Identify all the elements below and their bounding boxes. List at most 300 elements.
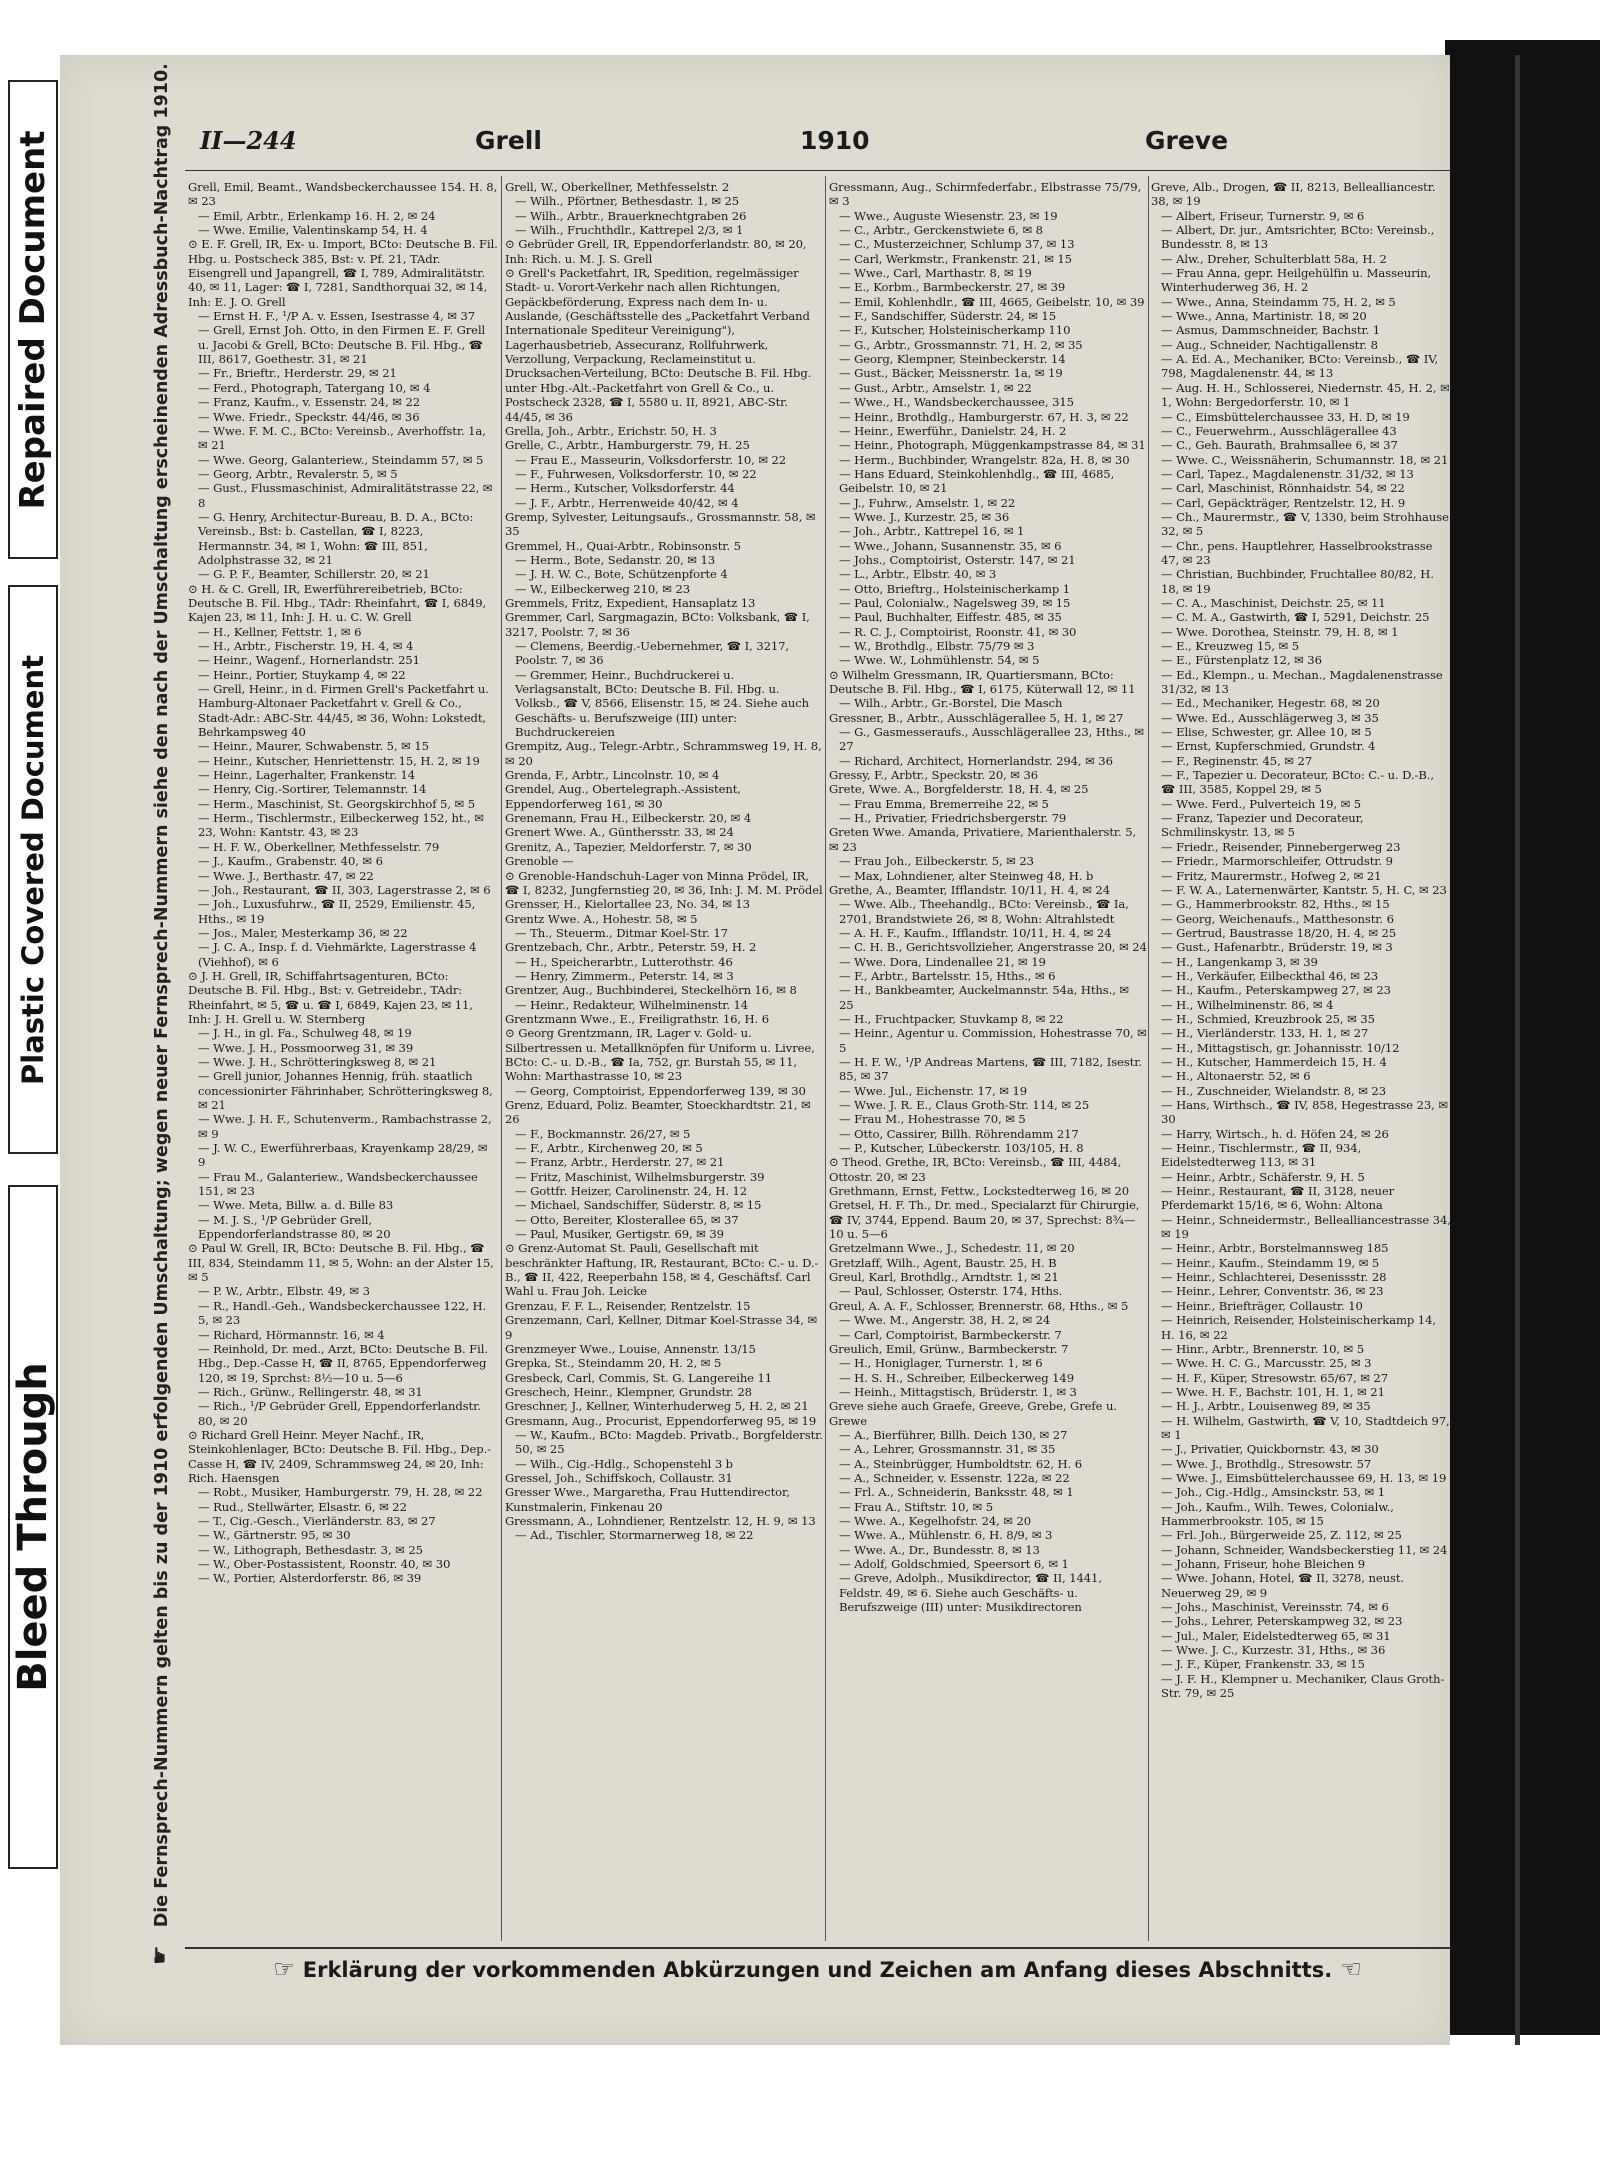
directory-entry: Gressner, B., Arbtr., Ausschlägerallee 5, H. 1, ✉ 27 — [829, 710, 1124, 725]
directory-entry: — Frau A., Stiftstr. 10, ✉ 5 — [839, 1499, 993, 1514]
directory-entry: — Wwe. M., Angerstr. 38, H. 2, ✉ 24 — [839, 1313, 1051, 1328]
directory-entry: — F., Fuhrwesen, Volksdorferstr. 10, ✉ 22 — [515, 466, 757, 481]
directory-entry: — Heinr., Arbtr., Borstelmannsweg 185 — [1161, 1241, 1389, 1256]
directory-entry: — H., Zuschneider, Wielandstr. 8, ✉ 23 — [1161, 1083, 1386, 1098]
directory-entry: — W., Eilbeckerweg 210, ✉ 23 — [515, 581, 691, 596]
page-header — [200, 122, 1450, 162]
directory-entry: Grella, Joh., Arbtr., Erichstr. 50, H. 3 — [505, 423, 717, 438]
directory-entry: — J., Kaufm., Grabenstr. 40, ✉ 6 — [198, 854, 383, 869]
directory-entry: — Frau M., Galanteriew., Wandsbeckerchaussee 151, ✉ 23 — [198, 1169, 478, 1199]
directory-entry: — Heinr., Portier, Stuykamp 4, ✉ 22 — [198, 667, 406, 682]
directory-entry: — H., Fruchtpacker, Stuvkamp 8, ✉ 22 — [839, 1011, 1064, 1026]
directory-entry: — Wwe. Georg, Galanteriew., Steindamm 57, ✉ 5 — [198, 452, 484, 467]
directory-entry: — W., Brothdlg., Elbstr. 75/79 ✉ 3 — [839, 639, 1035, 653]
directory-entry: — P., Kutscher, Lübeckerstr. 103/105, H. 8 — [839, 1141, 1084, 1156]
directory-entry: — G., Gasmesseraufs., Ausschlägerallee 23, Hths., ✉ 27 — [839, 725, 1144, 754]
directory-entry: Grethmann, Ernst, Fettw., Lockstedterweg 16, ✉ 20 — [829, 1184, 1130, 1199]
directory-entry: — Joh., Arbtr., Kattrepel 16, ✉ 1 — [839, 524, 1025, 539]
directory-entry: — Frau E., Masseurin, Volksdorferstr. 10, ✉ 22 — [515, 452, 787, 467]
directory-entry: — Ernst H. F., ¹/P A. v. Essen, Isestrasse 4, ✉ 37 — [198, 309, 476, 324]
directory-entry: — Wwe. A., Kegelhofstr. 24, ✉ 20 — [839, 1513, 1032, 1528]
directory-entry: — Georg, Weichenaufs., Matthesonstr. 6 — [1161, 911, 1394, 926]
directory-entry: — G., Hammerbrookstr. 82, Hths., ✉ 15 — [1161, 897, 1390, 912]
directory-entry: — Joh., Restaurant, ☎ II, 303, Lagerstrasse 2, ✉ 6 — [198, 882, 491, 897]
directory-column-2 — [505, 180, 823, 1945]
directory-entry: — Frau Emma, Bremerreihe 22, ✉ 5 — [839, 796, 1049, 811]
directory-entry: — H., Honiglager, Turnerstr. 1, ✉ 6 — [839, 1356, 1043, 1371]
directory-entry: — Gust., Hafenarbtr., Brüderstr. 19, ✉ 3 — [1161, 940, 1393, 955]
directory-entry: — Wilh., Arbtr., Brauerknechtgraben 26 — [515, 208, 747, 223]
directory-entry: ⊙ Wilhelm Gressmann, IR, Quartiersmann, BCto: Deutsche B. Fil. Hbg., ☎ I, 6175, Küterwall 12, ✉ 11 — [829, 667, 1136, 697]
directory-entry: — Rich., Grünw., Rellingerstr. 48, ✉ 31 — [198, 1384, 423, 1399]
directory-entry: — Georg, Klempner, Steinbeckerstr. 14 — [839, 352, 1066, 367]
directory-entry: Grenoble — — [505, 854, 574, 869]
directory-entry: — Robt., Musiker, Hamburgerstr. 79, H. 28, ✉ 22 — [198, 1485, 483, 1500]
directory-entry: — J. C. A., Insp. f. d. Viehmärkte, Lagerstrasse 4 (Viehhof), ✉ 6 — [198, 940, 477, 969]
directory-entry: — Wwe. Alb., Theehandlg., BCto: Vereinsb., ☎ Ia, 2701, Brandstwiete 26, ✉ 8, Wohn: Altrahlstedt — [839, 897, 1129, 926]
directory-entry: — Carl, Werkmstr., Frankenstr. 21, ✉ 15 — [839, 251, 1072, 266]
directory-entry: — Wwe. J., Brothdlg., Stresowstr. 57 — [1161, 1456, 1372, 1471]
directory-entry: Greten Wwe. Amanda, Privatiere, Marienthalerstr. 5, ✉ 23 — [829, 825, 1137, 854]
directory-entry: — Ad., Tischler, Stormarnerweg 18, ✉ 22 — [515, 1528, 754, 1543]
header-last-word: Greve — [1145, 126, 1229, 155]
directory-entry: — Franz, Arbtr., Herderstr. 27, ✉ 21 — [515, 1155, 725, 1170]
directory-column-1 — [188, 180, 498, 1945]
directory-entry: — Frau Anna, gepr. Heilgehülfin u. Masseurin, Winterhuderweg 36, H. 2 — [1161, 266, 1432, 295]
directory-entry: Greve siehe auch Graefe, Greeve, Grebe, Grefe u. Grewe — [829, 1399, 1117, 1428]
directory-entry: — J. F., Küper, Frankenstr. 33, ✉ 15 — [1161, 1657, 1365, 1672]
directory-entry: ⊙ Georg Grentzmann, IR, Lager v. Gold- u. Silbertressen u. Metallknöpfen für Uniform u. Livree, BCto: C.- u. D.-B., ☎ Ia, 752, gr. Burstah 55, ✉ 11, Wohn: Marthastrasse 10, ✉ 23 — [505, 1026, 815, 1084]
directory-entry: — P. W., Arbtr., Elbstr. 49, ✉ 3 — [198, 1284, 370, 1299]
directory-entry: Gresbeck, Carl, Commis, St. G. Langereihe 11 — [505, 1370, 773, 1385]
directory-entry: — Grell junior, Johannes Hennig, früh. staatlich concessionirter Fährinhaber, Schrötteringksweg 8, ✉ 21 — [198, 1069, 493, 1112]
directory-entry: — H., Wilhelminenstr. 86, ✉ 4 — [1161, 997, 1334, 1012]
directory-entry: Grell, Emil, Beamt., Wandsbeckerchaussee 154. H. 8, ✉ 23 — [188, 180, 498, 209]
directory-entry: — Heinr., Restaurant, ☎ II, 3128, neuer Pferdemarkt 15/16, ✉ 6, Wohn: Altona — [1161, 1184, 1395, 1213]
directory-entry: — Asmus, Dammschneider, Bachstr. 1 — [1161, 323, 1381, 338]
page-number: II—244 — [200, 126, 297, 155]
directory-entry: — Herm., Tischlermstr., Eilbeckerweg 152, ht., ✉ 23, Wohn: Kantstr. 43, ✉ 23 — [198, 811, 484, 840]
directory-entry: — A., Bierführer, Billh. Deich 130, ✉ 27 — [839, 1427, 1068, 1442]
directory-entry: — Otto, Bereiter, Klosterallee 65, ✉ 37 — [515, 1212, 739, 1227]
directory-entry: ⊙ Theod. Grethe, IR, BCto: Vereinsb., ☎ III, 4484, Ottostr. 20, ✉ 23 — [829, 1155, 1122, 1184]
directory-entry: — H. F. W., ¹/P Andreas Martens, ☎ III, 7182, Isestr. 85, ✉ 37 — [839, 1054, 1142, 1084]
directory-entry: — Harry, Wirtsch., h. d. Höfen 24, ✉ 26 — [1161, 1126, 1389, 1141]
directory-entry: Gretzelmann Wwe., J., Schedestr. 11, ✉ 20 — [829, 1241, 1075, 1256]
directory-entry: — Wwe. Dora, Lindenallee 21, ✉ 19 — [839, 954, 1046, 969]
directory-entry: — Herm., Kutscher, Volksdorferstr. 44 — [515, 481, 735, 496]
directory-entry: Greschner, J., Kellner, Winterhuderweg 5, H. 2, ✉ 21 — [505, 1399, 809, 1414]
directory-entry: — Michael, Sandschiffer, Süderstr. 8, ✉ 15 — [515, 1198, 762, 1213]
directory-entry: — W., Portier, Alsterdorferstr. 86, ✉ 39 — [198, 1571, 422, 1586]
directory-entry: Grentzmann Wwe., E., Freiligrathstr. 16, H. 6 — [505, 1011, 770, 1026]
directory-entry: — C. A., Maschinist, Deichstr. 25, ✉ 11 — [1161, 595, 1386, 610]
directory-entry: ⊙ H. & C. Grell, IR, Ewerführereibetrieb, BCto: Deutsche B. Fil. Hbg., TAdr: Rheinfahrt, ☎ I, 6849, Kajen 23, ✉ 11, Inh: J. H. u. C. W. Grell — [188, 581, 487, 625]
directory-entry: — Heinr., Wagenf., Hornerlandstr. 251 — [198, 653, 420, 668]
directory-entry: — Paul, Buchhalter, Eiffestr. 485, ✉ 35 — [839, 610, 1062, 625]
directory-entry: — Johann, Schneider, Wandsbeckerstieg 11, ✉ 24 — [1161, 1542, 1448, 1557]
directory-entry: — Wwe. J., Kurzestr. 25, ✉ 36 — [839, 509, 1010, 524]
directory-entry: — Fr., Brieftr., Herderstr. 29, ✉ 21 — [198, 366, 397, 381]
directory-entry: — Wwe. H. C. G., Marcusstr. 25, ✉ 3 — [1161, 1356, 1372, 1371]
directory-entry: — A., Schneider, v. Essenstr. 122a, ✉ 22 — [839, 1470, 1070, 1485]
directory-entry: — Albert, Dr. jur., Amtsrichter, BCto: Vereinsb., Bundesstr. 8, ✉ 13 — [1161, 223, 1435, 252]
directory-entry: — E., Kreuzweg 15, ✉ 5 — [1161, 639, 1300, 653]
directory-entry: — Herm., Buchbinder, Wrangelstr. 82a, H. 8, ✉ 30 — [839, 452, 1130, 467]
directory-entry: — G. P. F., Beamter, Schillerstr. 20, ✉ 21 — [198, 567, 430, 582]
directory-entry: — Wwe. Jul., Eichenstr. 17, ✉ 19 — [839, 1083, 1028, 1098]
directory-entry: — Otto, Brieftrg., Holsteinischerkamp 1 — [839, 581, 1071, 596]
directory-entry: — Christian, Buchbinder, Fruchtallee 80/82, H. 18, ✉ 19 — [1161, 567, 1434, 596]
directory-entry: Greschech, Heinr., Klempner, Grundstr. 28 — [505, 1384, 752, 1399]
directory-entry: — Frl. A., Schneiderin, Banksstr. 48, ✉ 1 — [839, 1485, 1074, 1500]
header-rule — [185, 170, 1450, 171]
directory-entry: — G. Henry, Architectur-Bureau, B. D. A., BCto: Vereinsb., Bst: b. Castellan, ☎ I, 8223, Hermannstr. 34, ✉ 1, Wohn: ☎ III, 851, Adolphstrasse 32, ✉ 21 — [198, 509, 474, 567]
directory-entry: — Jos., Maler, Mesterkamp 36, ✉ 22 — [198, 925, 408, 940]
directory-entry: — A. H. F., Kaufm., Ifflandstr. 10/11, H. 4, ✉ 24 — [839, 925, 1112, 940]
directory-entry: — Heinr., Briefträger, Collaustr. 10 — [1161, 1298, 1363, 1313]
directory-entry: — Gust., Bäcker, Meissnerstr. 1a, ✉ 19 — [839, 366, 1063, 381]
directory-entry: Grenzmeyer Wwe., Louise, Annenstr. 13/15 — [505, 1341, 756, 1356]
directory-entry: Grempitz, Aug., Telegr.-Arbtr., Schrammsweg 19, H. 8, ✉ 20 — [505, 739, 822, 768]
directory-entry: — Ernst, Kupferschmied, Grundstr. 4 — [1161, 739, 1376, 754]
directory-entry: — C., Musterzeichner, Schlump 37, ✉ 13 — [839, 237, 1075, 252]
directory-entry: — Heinr., Redakteur, Wilhelminenstr. 14 — [515, 997, 749, 1012]
directory-entry: Grensser, H., Kielortallee 23, No. 34, ✉ 13 — [505, 897, 750, 912]
directory-entry: — Wwe. Emilie, Valentinskamp 54, H. 4 — [198, 223, 428, 238]
directory-entry: — T., Cig.-Gesch., Vierländerstr. 83, ✉ 27 — [198, 1513, 436, 1528]
directory-entry: — Carl, Maschinist, Rönnhaidstr. 54, ✉ 22 — [1161, 481, 1405, 496]
directory-entry: — L., Arbtr., Elbstr. 40, ✉ 3 — [839, 567, 997, 582]
directory-entry: — Heinr., Maurer, Schwabenstr. 5, ✉ 15 — [198, 739, 429, 754]
directory-entry: ⊙ Paul W. Grell, IR, BCto: Deutsche B. Fil. Hbg., ☎ III, 834, Steindamm 11, ✉ 5, Wohn: an der Alster 15, ✉ 5 — [188, 1241, 494, 1285]
directory-entry: — Johann, Friseur, hohe Bleichen 9 — [1161, 1557, 1366, 1571]
directory-entry: — H. J., Arbtr., Louisenweg 89, ✉ 35 — [1161, 1399, 1371, 1414]
directory-entry: — Richard, Architect, Hornerlandstr. 294, ✉ 36 — [839, 753, 1113, 768]
directory-entry: — J. W. C., Ewerführerbaas, Krayenkamp 28/29, ✉ 9 — [198, 1141, 488, 1170]
directory-entry: — Grell, Ernst Joh. Otto, in den Firmen E. F. Grell u. Jacobi & Grell, BCto: Deutsche B. Fil. Hbg., ☎ III, 8617, Goethestr. 31, ✉ 21 — [198, 323, 486, 367]
directory-entry: — Wwe. F. M. C., BCto: Vereinsb., Averhoffstr. 1a, ✉ 21 — [198, 423, 486, 453]
directory-entry: — Grell, Heinr., in d. Firmen Grell's Packetfahrt u. Hamburg-Altonaer Packetfahrt v. Grell & Co., Stadt-Adr.: ABC-Str. 44/45, ✉ 36, Wohn: Lokstedt, Behrkampsweg 40 — [198, 682, 489, 740]
directory-entry: — M. J. S., ¹/P Gebrüder Grell, Eppendorferlandstrasse 80, ✉ 20 — [198, 1212, 391, 1242]
directory-entry: — F., Kutscher, Holsteinischerkamp 110 — [839, 323, 1071, 338]
directory-entry: — Paul, Schlosser, Osterstr. 174, Hths. — [839, 1284, 1063, 1299]
directory-entry: Grendel, Aug., Obertelegraph.-Assistent, Eppendorferweg 161, ✉ 30 — [505, 782, 741, 811]
directory-entry: — Clemens, Beerdig.-Uebernehmer, ☎ I, 3217, Poolstr. 7, ✉ 36 — [515, 639, 790, 668]
directory-entry: — J. H. W. C., Bote, Schützenpforte 4 — [515, 567, 728, 582]
directory-entry: — Heinr., Tischlermstr., ☎ II, 934, Eidelstedterweg 113, ✉ 31 — [1161, 1141, 1362, 1170]
directory-entry: Greve, Alb., Drogen, ☎ II, 8213, Bellealliancestr. 38, ✉ 19 — [1151, 180, 1436, 209]
directory-entry: — H. F. W., Oberkellner, Methfesselstr. 79 — [198, 839, 440, 854]
directory-entry: — Carl, Comptoirist, Barmbeckerstr. 7 — [839, 1327, 1062, 1342]
directory-entry: — Max, Lohndiener, alter Steinweg 48, H. b — [839, 868, 1094, 883]
directory-entry: — A., Lehrer, Grossmannstr. 31, ✉ 35 — [839, 1442, 1056, 1457]
directory-entry: — Fritz, Maschinist, Wilhelmsburgerstr. 39 — [515, 1169, 765, 1184]
directory-entry: — C., Arbtr., Gerckenstwiete 6, ✉ 8 — [839, 223, 1043, 238]
pointing-hand-left-icon: ☜ — [1340, 1955, 1362, 1983]
directory-column-3 — [829, 180, 1147, 1945]
directory-entry: — Rud., Stellwärter, Elsastr. 6, ✉ 22 — [198, 1499, 407, 1514]
directory-entry: — Elise, Schwester, gr. Allee 10, ✉ 5 — [1161, 725, 1372, 740]
directory-entry: ⊙ Richard Grell Heinr. Meyer Nachf., IR, Steinkohlenlager, BCto: Deutsche B. Fil. Hbg., Dep.-Casse H, ☎ IV, 2409, Schrammsweg 24, ✉ 20, Inh: Rich. Haensgen — [188, 1427, 491, 1485]
directory-entry: — Wwe., Anna, Steindamm 75, H. 2, ✉ 5 — [1161, 294, 1396, 309]
directory-entry: — Gottfr. Heizer, Carolinenstr. 24, H. 12 — [515, 1184, 748, 1199]
directory-entry: — Gust., Flussmaschinist, Admiralitätstrasse 22, ✉ 8 — [198, 481, 493, 510]
directory-entry: — H. S. H., Schreiber, Eilbeckerweg 149 — [839, 1370, 1074, 1385]
directory-entry: — J. F. H., Klempner u. Mechaniker, Claus Groth-Str. 79, ✉ 25 — [1161, 1671, 1445, 1701]
pointing-hand-right-icon: ☞ — [273, 1955, 295, 1983]
header-first-word: Grell — [475, 126, 542, 155]
directory-entry: — C., Eimsbüttelerchaussee 33, H. D, ✉ 19 — [1161, 409, 1410, 424]
directory-entry: — Reinhold, Dr. med., Arzt, BCto: Deutsche B. Fil. Hbg., Dep.-Casse H, ☎ II, 8765, Eppendorferweg 120, ✉ 19, Sprchst: 8½—10 u. 5—6 — [198, 1341, 488, 1385]
directory-entry: Grenert Wwe. A., Günthersstr. 33, ✉ 24 — [505, 825, 734, 840]
directory-entry: — H., Vierländerstr. 133, H. 1, ✉ 27 — [1161, 1026, 1369, 1041]
directory-entry: — F., Arbtr., Kirchenweg 20, ✉ 5 — [515, 1141, 703, 1156]
directory-entry: — Heinr., Lagerhalter, Frankenstr. 14 — [198, 768, 416, 783]
directory-entry: — F., Tapezier u. Decorateur, BCto: C.- u. D.-B., ☎ III, 3585, Koppel 29, ✉ 5 — [1161, 768, 1434, 797]
directory-entry: — Heinr., Lehrer, Conventstr. 36, ✉ 23 — [1161, 1284, 1384, 1299]
directory-entry: — H., Langenkamp 3, ✉ 39 — [1161, 954, 1318, 969]
directory-entry: — Jul., Maler, Eidelstedterweg 65, ✉ 31 — [1161, 1628, 1391, 1643]
directory-entry: Greul, A. A. F., Schlosser, Brennerstr. 68, Hths., ✉ 5 — [829, 1298, 1129, 1313]
directory-entry: — Paul, Musiker, Gertigstr. 69, ✉ 39 — [515, 1227, 724, 1242]
directory-entry: — H., Altonaerstr. 52, ✉ 6 — [1161, 1069, 1311, 1084]
directory-entry: Gremmels, Fritz, Expedient, Hansaplatz 13 — [505, 595, 756, 610]
directory-entry: Gressmann, Aug., Schirmfederfabr., Elbstrasse 75/79, ✉ 3 — [829, 180, 1142, 209]
directory-entry: — Hinr., Arbtr., Brennerstr. 10, ✉ 5 — [1161, 1341, 1365, 1356]
directory-entry: Grentzer, Aug., Buchbinderei, Steckelhörn 16, ✉ 8 — [505, 983, 797, 998]
directory-entry: Grenitz, A., Tapezier, Meldorferstr. 7, ✉ 30 — [505, 839, 752, 854]
footer-note: ☞ Erklärung der vorkommenden Abkürzungen und Zeichen am Anfang dieses Abschnitts. ☜ — [273, 1955, 1362, 1983]
directory-entry: — J. H., in gl. Fa., Schulweg 48, ✉ 19 — [198, 1026, 412, 1041]
directory-entry: — C., Feuerwehrm., Ausschlägerallee 43 — [1161, 423, 1397, 438]
directory-entry: — Ed., Klempn., u. Mechan., Magdalenenstrasse 31/32, ✉ 13 — [1161, 667, 1443, 697]
directory-entry: — W., Lithograph, Bethesdastr. 3, ✉ 25 — [198, 1542, 423, 1557]
directory-entry: — Ch., Maurermstr., ☎ V, 1330, beim Strohhause 32, ✉ 5 — [1161, 509, 1449, 539]
directory-entry: — H., Verkäufer, Eilbeckthal 46, ✉ 23 — [1161, 968, 1379, 983]
directory-entry: — Aug., Schneider, Nachtigallenstr. 8 — [1161, 337, 1378, 352]
directory-entry: — Hans, Wirthsch., ☎ IV, 858, Hegestrasse 23, ✉ 30 — [1161, 1098, 1448, 1127]
directory-entry: — Herm., Bote, Sedanstr. 20, ✉ 13 — [515, 552, 716, 567]
directory-entry: — Wwe. J., Eimsbüttelerchaussee 69, H. 13, ✉ 19 — [1161, 1470, 1447, 1485]
directory-entry: — Heinr., Schneidermstr., Bellealliancestrasse 34, ✉ 19 — [1161, 1212, 1451, 1242]
directory-entry: — H., Kaufm., Peterskampweg 27, ✉ 23 — [1161, 983, 1391, 998]
column-rule — [825, 176, 826, 1941]
directory-entry: — W., Gärtnerstr. 95, ✉ 30 — [198, 1528, 351, 1543]
directory-entry: — C. H. B., Gerichtsvollzieher, Angerstrasse 20, ✉ 24 — [839, 940, 1147, 955]
directory-entry: — H., Mittagstisch, gr. Johannisstr. 10/12 — [1161, 1040, 1400, 1055]
directory-entry: — Albert, Friseur, Turnerstr. 9, ✉ 6 — [1161, 208, 1365, 223]
directory-entry: — Wilh., Fruchthdlr., Kattrepel 2/3, ✉ 1 — [515, 223, 744, 238]
directory-entry: Greul, Karl, Brothdlg., Arndtstr. 1, ✉ 21 — [829, 1270, 1059, 1285]
directory-entry: Grepka, St., Steindamm 20, H. 2, ✉ 5 — [505, 1356, 722, 1371]
directory-entry: — H., Schmied, Kreuzbrook 25, ✉ 35 — [1161, 1011, 1375, 1026]
directory-entry: — Th., Steuerm., Ditmar Koel-Str. 17 — [515, 925, 728, 940]
directory-entry: — Joh., Kaufm., Wilh. Tewes, Colonialw., Hammerbrookstr. 105, ✉ 15 — [1161, 1499, 1394, 1528]
directory-entry: — A. Ed. A., Mechaniker, BCto: Vereinsb., ☎ IV, 798, Magdalenenstr. 44, ✉ 13 — [1161, 352, 1439, 381]
directory-entry: — F., Bockmannstr. 26/27, ✉ 5 — [515, 1126, 691, 1141]
directory-entry: — H., Privatier, Friedrichsbergerstr. 79 — [839, 811, 1067, 826]
directory-entry: — Wwe. A., Dr., Bundesstr. 8, ✉ 13 — [839, 1542, 1040, 1557]
directory-entry: — Gertrud, Baustrasse 18/20, H. 4, ✉ 25 — [1161, 925, 1397, 940]
directory-entry: — Frl. Joh., Bürgerweide 25, Z. 112, ✉ 25 — [1161, 1528, 1402, 1543]
directory-entry: — H., Kellner, Fettstr. 1, ✉ 6 — [198, 624, 362, 639]
directory-entry: — Paul, Colonialw., Nagelsweg 39, ✉ 15 — [839, 595, 1071, 610]
directory-entry: — Chr., pens. Hauptlehrer, Hasselbrookstrasse 47, ✉ 23 — [1161, 538, 1433, 567]
directory-entry: — Hans Eduard, Steinkohlenhdlg., ☎ III, 4685, Geibelstr. 10, ✉ 21 — [839, 466, 1115, 496]
column-rule — [1148, 176, 1149, 1941]
directory-entry: — Georg, Comptoirist, Eppendorferweg 139, ✉ 30 — [515, 1083, 806, 1098]
pointing-hand-icon: ☛ — [148, 1945, 173, 1965]
directory-entry: — Aug. H. H., Schlosserei, Niedernstr. 45, H. 2, ✉ 1, Wohn: Bergedorferstr. 10, ✉ 1 — [1161, 380, 1450, 410]
directory-entry: Gressmann, A., Lohndiener, Rentzelstr. 12, H. 9, ✉ 13 — [505, 1513, 816, 1528]
directory-entry: — Franz, Kaufm., v. Essenstr. 24, ✉ 22 — [198, 395, 421, 410]
directory-entry: — Wwe. J. H., Possmoorweg 31, ✉ 39 — [198, 1040, 414, 1055]
directory-entry: Grentz Wwe. A., Hohestr. 58, ✉ 5 — [505, 911, 698, 926]
directory-entry: Grete, Wwe. A., Borgfelderstr. 18, H. 4, ✉ 25 — [829, 782, 1089, 797]
directory-entry: — Wwe. J. H. F., Schutenverm., Rambachstrasse 2, ✉ 9 — [198, 1112, 492, 1141]
directory-entry: — H., Arbtr., Fischerstr. 19, H. 4, ✉ 4 — [198, 639, 414, 653]
directory-entry: ⊙ J. H. Grell, IR, Schiffahrtsagenturen, BCto: Deutsche B. Fil. Hbg., Bst: v. Getreidebr., TAdr: Rheinfahrt, ✉ 5, ☎ u. ☎ I, 6849, Kajen 23, ✉ 11, Inh: J. H. Grell u. W. Sternberg — [188, 968, 473, 1026]
column-rule — [501, 176, 502, 1941]
directory-entry: Grentzebach, Chr., Arbtr., Peterstr. 59, H. 2 — [505, 940, 757, 955]
directory-entry: — Heinr., Ewerführ., Danielstr. 24, H. 2 — [839, 423, 1067, 438]
scan-background-shadow — [1445, 40, 1600, 2035]
directory-entry: — Wwe. Johann, Hotel, ☎ II, 3278, neust. Neuerweg 29, ✉ 9 — [1161, 1571, 1404, 1600]
directory-entry: — Joh., Luxusfuhrw., ☎ II, 2529, Emilienstr. 45, Hths., ✉ 19 — [198, 897, 476, 926]
directory-entry: — Wwe. W., Lohmühlenstr. 54, ✉ 5 — [839, 653, 1040, 668]
directory-entry: — H. F., Küper, Stresowstr. 65/67, ✉ 27 — [1161, 1370, 1388, 1385]
directory-entry: Gressy, F., Arbtr., Speckstr. 20, ✉ 36 — [829, 768, 1039, 783]
directory-entry: Greulich, Emil, Grünw., Barmbeckerstr. 7 — [829, 1341, 1069, 1356]
directory-entry: — Wwe. J. C., Kurzestr. 31, Hths., ✉ 36 — [1161, 1643, 1386, 1658]
directory-entry: — Wwe. H. F., Bachstr. 101, H. 1, ✉ 21 — [1161, 1384, 1385, 1399]
directory-entry: — Fritz, Maurermstr., Hofweg 2, ✉ 21 — [1161, 868, 1382, 883]
directory-entry: — Alw., Dreher, Schulterblatt 58a, H. 2 — [1161, 251, 1387, 266]
directory-entry: — Gust., Arbtr., Amselstr. 1, ✉ 22 — [839, 380, 1032, 395]
page-edge — [1515, 55, 1520, 2045]
plastic-covered-label: Plastic Covered Document — [8, 585, 58, 1154]
directory-entry: — F. W. A., Laternenwärter, Kantstr. 5, H. C, ✉ 23 — [1161, 882, 1447, 897]
directory-entry: — Otto, Cassirer, Billh. Röhrendamm 217 — [839, 1126, 1079, 1141]
directory-entry: — Wwe. J. H., Schrötteringksweg 8, ✉ 21 — [198, 1054, 437, 1069]
directory-entry: — H. Wilhelm, Gastwirth, ☎ V, 10, Stadtdeich 97, ✉ 1 — [1161, 1413, 1450, 1442]
directory-entry: — C. M. A., Gastwirth, ☎ I, 5291, Deichstr. 25 — [1161, 610, 1430, 625]
directory-entry: — A., Steinbrügger, Humboldtstr. 62, H. 6 — [839, 1456, 1083, 1471]
directory-entry: — F., Arbtr., Bartelsstr. 15, Hths., ✉ 6 — [839, 968, 1056, 983]
directory-entry: — Carl, Tapez., Magdalenenstr. 31/32, ✉ 13 — [1161, 466, 1414, 481]
directory-entry: — Herm., Maschinist, St. Georgskirchhof 5, ✉ 5 — [198, 796, 475, 811]
directory-entry: — Greve, Adolph., Musikdirector, ☎ II, 1441, Feldstr. 49, ✉ 6. Siehe auch Geschäfts- u. Berufszweige (III) unter: Musikdirectoren — [839, 1571, 1102, 1615]
directory-entry: Grell, W., Oberkellner, Methfesselstr. 2 — [505, 180, 730, 194]
directory-entry: — R., Handl.-Geh., Wandsbeckerchaussee 122, H. 5, ✉ 23 — [198, 1298, 487, 1328]
directory-entry: — W., Kaufm., BCto: Magdeb. Privatb., Borgfelderstr. 50, ✉ 25 — [515, 1427, 823, 1457]
directory-entry: — Henry, Zimmerm., Peterstr. 14, ✉ 3 — [515, 968, 734, 983]
directory-entry: Gremmer, Carl, Sargmagazin, BCto: Volksbank, ☎ I, 3217, Poolstr. 7, ✉ 36 — [505, 610, 810, 639]
directory-entry: — C., Geh. Baurath, Brahmsallee 6, ✉ 37 — [1161, 438, 1398, 453]
directory-entry: Grenzemann, Carl, Kellner, Ditmar Koel-Strasse 34, ✉ 9 — [505, 1313, 818, 1342]
directory-entry: — Joh., Cig.-Hdlg., Amsinckstr. 53, ✉ 1 — [1161, 1485, 1386, 1500]
directory-entry: — Heinr., Agentur u. Commission, Hohestrasse 70, ✉ 5 — [839, 1026, 1147, 1055]
bleed-through-label: Bleed Through — [8, 1185, 58, 1869]
directory-entry: Gretzlaff, Wilh., Agent, Baustr. 25, H. B — [829, 1255, 1057, 1270]
directory-entry: — H., Kutscher, Hammerdeich 15, H. 4 — [1161, 1054, 1387, 1069]
directory-entry: Grenda, F., Arbtr., Lincolnstr. 10, ✉ 4 — [505, 768, 720, 783]
directory-entry: — Wwe. J. R. E., Claus Groth-Str. 114, ✉ 25 — [839, 1098, 1090, 1112]
directory-entry: — Wwe. Ed., Ausschlägerweg 3, ✉ 35 — [1161, 710, 1379, 725]
directory-entry: — Heinr., Kaufm., Steindamm 19, ✉ 5 — [1161, 1255, 1380, 1270]
directory-entry: Grenz, Eduard, Poliz. Beamter, Stoeckhardtstr. 21, ✉ 26 — [505, 1098, 811, 1127]
directory-entry: — Ferd., Photograph, Tatergang 10, ✉ 4 — [198, 380, 431, 395]
directory-entry: — E., Fürstenplatz 12, ✉ 36 — [1161, 653, 1322, 668]
directory-entry: Gresmann, Aug., Procurist, Eppendorferweg 95, ✉ 19 — [505, 1413, 817, 1428]
directory-entry: — Rich., ¹/P Gebrüder Grell, Eppendorferlandstr. 80, ✉ 20 — [198, 1399, 481, 1428]
directory-entry: — J., Privatier, Quickbornstr. 43, ✉ 30 — [1161, 1442, 1379, 1457]
directory-entry: — W., Ober-Postassistent, Roonstr. 40, ✉ 30 — [198, 1557, 451, 1571]
directory-entry: Gremmel, H., Quai-Arbtr., Robinsonstr. 5 — [505, 538, 741, 553]
directory-entry: — Wwe., Auguste Wiesenstr. 23, ✉ 19 — [839, 208, 1058, 223]
directory-entry: ⊙ Grenoble-Handschuh-Lager von Minna Prödel, IR, ☎ I, 8232, Jungfernstieg 20, ✉ 36, Inh: J. M. M. Prödel — [505, 868, 823, 897]
directory-entry: — Heinh., Mittagstisch, Brüderstr. 1, ✉ 3 — [839, 1384, 1077, 1399]
directory-entry: — Heinr., Arbtr., Schäferstr. 9, H. 5 — [1161, 1169, 1365, 1184]
directory-entry: — Wwe., Carl, Marthastr. 8, ✉ 19 — [839, 266, 1032, 281]
directory-entry: — Carl, Gepäckträger, Rentzelstr. 12, H. 9 — [1161, 495, 1406, 510]
directory-entry: Gresser Wwe., Margaretha, Frau Huttendirector, Kunstmalerin, Finkenau 20 — [505, 1485, 790, 1514]
directory-entry: — Friedr., Reisender, Pinnebergerweg 23 — [1161, 839, 1401, 854]
directory-entry: — Wilh., Arbtr., Gr.-Borstel, Die Masch — [839, 696, 1063, 711]
directory-entry: — J., Fuhrw., Amselstr. 1, ✉ 22 — [839, 495, 1016, 510]
directory-entry: — Johs., Maschinist, Vereinsstr. 74, ✉ 6 — [1161, 1600, 1389, 1615]
directory-entry: — Frau M., Hohestrasse 70, ✉ 5 — [839, 1112, 1026, 1127]
directory-entry: — Heinr., Kutscher, Henriettenstr. 15, H. 2, ✉ 19 — [198, 753, 480, 768]
directory-entry: — H., Bankbeamter, Auckelmannstr. 54a, Hths., ✉ 25 — [839, 983, 1130, 1012]
directory-entry: Gremp, Sylvester, Leitungsaufs., Grossmannstr. 58, ✉ 35 — [505, 509, 816, 539]
directory-entry: — Heinr., Photograph, Müggenkampstrasse 84, ✉ 31 — [839, 438, 1146, 453]
directory-entry: — Henry, Cig.-Sortirer, Telemannstr. 14 — [198, 782, 427, 797]
directory-entry: — Emil, Kohlenhdlr., ☎ III, 4665, Geibelstr. 10, ✉ 39 — [839, 294, 1145, 309]
header-year: 1910 — [800, 126, 870, 155]
directory-entry: ⊙ Grell's Packetfahrt, IR, Spedition, regelmässiger Stadt- u. Vorort-Verkehr nach allen Richtungen, Gepäckbeförderung, Express nach dem In- u. Auslande, (Geschäftsstelle des „Packetfahrt Verband Internationale Spediteur Vereinigung"), Lagerhausbetrieb, Assecuranz, Rollfuhrwerk, Verzollung, Verpackung, Reclameinstitut u. Drucksachen-Verteilung, BCto: Deutsche B. Fil. Hbg. unter Hbg.-Alt.-Packetfahrt von Grell & Co., u. Postscheck 2328, ☎ I, 5580 u. II, 8921, ABC-Str. 44/45, ✉ 36 — [505, 266, 812, 424]
directory-entry: — Johs., Comptoirist, Osterstr. 147, ✉ 21 — [839, 552, 1076, 567]
directory-entry: — Wwe., Anna, Martinistr. 18, ✉ 20 — [1161, 309, 1367, 324]
repaired-document-label: Repaired Document — [8, 80, 58, 559]
footer-rule — [185, 1947, 1450, 1949]
directory-entry: Grethe, A., Beamter, Ifflandstr. 10/11, H. 4, ✉ 24 — [829, 882, 1110, 897]
directory-entry: Gressel, Joh., Schiffskoch, Collaustr. 31 — [505, 1470, 733, 1485]
directory-entry: — Richard, Hörmannstr. 16, ✉ 4 — [198, 1327, 385, 1342]
directory-entry: ⊙ Gebrüder Grell, IR, Eppendorferlandstr. 80, ✉ 20, Inh: Rich. u. M. J. S. Grell — [505, 237, 807, 266]
directory-entry: Grenemann, Frau H., Eilbeckerstr. 20, ✉ 4 — [505, 811, 752, 826]
directory-entry: — Wwe. Ferd., Pulverteich 19, ✉ 5 — [1161, 796, 1362, 811]
directory-entry: — Wwe. Friedr., Speckstr. 44/46, ✉ 36 — [198, 409, 420, 424]
directory-entry: — F., Sandschiffer, Süderstr. 24, ✉ 15 — [839, 309, 1056, 324]
directory-column-4 — [1151, 180, 1451, 1945]
directory-entry: — Georg, Arbtr., Revalerstr. 5, ✉ 5 — [198, 466, 398, 481]
directory-entry: — H., Speicherarbtr., Lutterothstr. 46 — [515, 954, 733, 969]
directory-entry: — Wwe. C., Weissnäherin, Schumannstr. 18, ✉ 21 — [1161, 452, 1449, 467]
directory-entry: — Heinrich, Reisender, Holsteinischerkamp 14, H. 16, ✉ 22 — [1161, 1313, 1436, 1342]
directory-entry: — Wwe., Johann, Susannenstr. 35, ✉ 6 — [839, 538, 1062, 553]
directory-entry: — Wwe., H., Wandsbeckerchaussee, 315 — [839, 395, 1074, 410]
directory-entry: — Gremmer, Heinr., Buchdruckerei u. Verlagsanstalt, BCto: Deutsche B. Fil. Hbg. u. Volksb., ☎ V, 8566, Elisenstr. 15, ✉ 24. Siehe auch Geschäfts- u. Berufszweige (III) unter: Buchdruckereien — [515, 667, 809, 740]
directory-entry: Grelle, C., Arbtr., Hamburgerstr. 79, H. 25 — [505, 438, 750, 453]
directory-entry: — Wwe. Dorothea, Steinstr. 79, H. 8, ✉ 1 — [1161, 624, 1399, 639]
directory-entry: — Wilh., Cig.-Hdlg., Schopenstehl 3 b — [515, 1456, 733, 1471]
directory-entry: — Johs., Lehrer, Peterskampweg 32, ✉ 23 — [1161, 1614, 1403, 1629]
directory-entry: — E., Korbm., Barmbeckerstr. 27, ✉ 39 — [839, 280, 1066, 295]
directory-entry: — Wwe. Meta, Billw. a. d. Bille 83 — [198, 1198, 394, 1213]
directory-entry: ⊙ E. F. Grell, IR, Ex- u. Import, BCto: Deutsche B. Fil. Hbg. u. Postscheck 385, Bst: v. Pf. 21, TAdr. Eisengrell und Japangrell, ☎ I, 789, Admiralitätstr. 40, ✉ 11, Lager: ☎ I, 7281, Sandthorquai 32, ✉ 14, Inh: E. J. O. Grell — [188, 237, 498, 309]
